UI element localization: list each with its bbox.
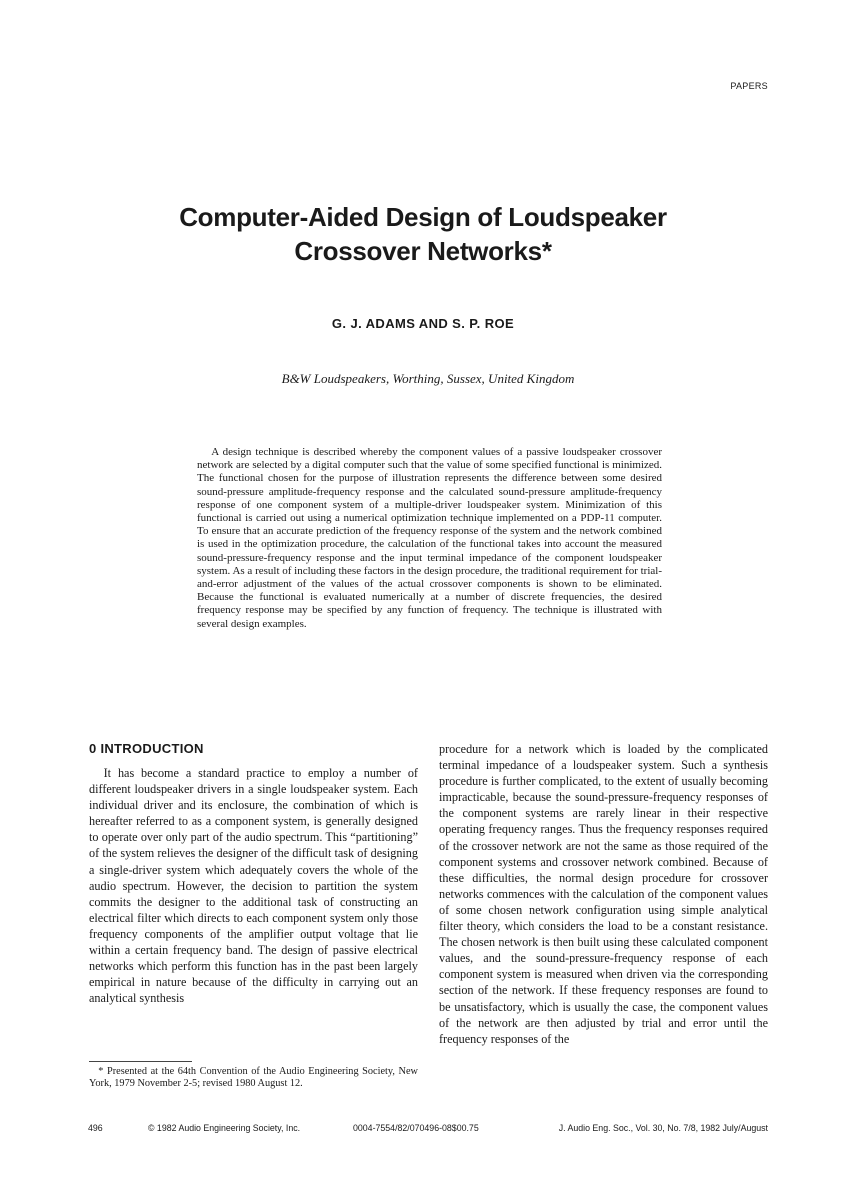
body-column-left [89, 741, 418, 1006]
body-paragraph-left: It has become a standard practice to employ a number of different loudspeaker drivers in a single loudspeaker system. Each individual driver and its enclosure, the combination of which is hereafter referred to as a component system, is generally designed to operate over only part of the audio spectrum. This “partitioning” of the system relieves the designer of the difficult task of designing a single-driver system which adequately covers the whole of the audio spectrum. However, the decision to partition the system commits the designer to the additional task of constructing an electrical filter which directs to each component system only those frequency components of the amplifier output voltage that lie within a certain frequency band. The design of passive electrical networks which perform this function has in the past been largely empirical in nature because of the difficulty in carrying out an analytical synthesis [89, 766, 418, 1006]
paper-title [0, 200, 846, 268]
page-footer [88, 1123, 768, 1137]
affiliation: B&W Loudspeakers, Worthing, Sussex, United Kingdom [281, 371, 575, 386]
footnote [89, 1066, 418, 1090]
section-label: PAPERS [730, 81, 768, 91]
abstract-text: A design technique is described whereby the component values of a passive loudspeaker crossover network are selected by a digital computer such that the value of some specified functional is minimized. The functional chosen for the purpose of illustration represents the difference between some desired sound-pressure amplitude-frequency response and the calculated sound-pressure amplitude-frequency response of one component system of a multiple-driver loudspeaker system. Minimization of this functional is carried out using a numerical optimization technique implemented on a PDP-11 computer. To ensure that an accurate prediction of the frequency response of the system and the network combined is used in the optimization procedure, the calculation of the functional takes into account the measured sound-pressure-frequency response and the input terminal impedance of the component loudspeaker system. As a result of including these factors in the design procedure, the traditional requirement for trial-and-error adjustment of the values of the actual crossover components is shown to be eliminated. Because the functional is evaluated numerically at a number of discrete frequencies, the desired frequency response may be specified by any function of frequency. The technique is illustrated with several design examples. [197, 446, 662, 630]
footnote-divider [89, 1061, 192, 1062]
body-paragraph-right: procedure for a network which is loaded by the complicated terminal impedance of a loudspeaker system. Such a synthesis procedure is further complicated, to the extent of usually becoming impracticable, because the sound-pressure-frequency responses of the component systems are rarely linear in their respective operating frequency ranges. Thus the frequency responses required of the crossover network are not the same as those required of the component systems and crossover network combined. Because of these difficulties, the normal design procedure for crossover networks commences with the calculation of the component values of some chosen network configuration using simple analytical filter theory, which considers the load to be a constant resistance. The chosen network is then built using these calculated component values, and the sound-pressure-frequency response of each component system is measured when driven via the corresponding section of the network. If these frequency responses are found to be unsatisfactory, which is usually the case, the component values of the network are then adjusted by trial and error until the frequency responses of the [439, 742, 768, 1046]
journal-citation: J. Audio Eng. Soc., Vol. 30, No. 7/8, 1982 July/August [558, 1123, 768, 1133]
paper-title-line-1: Computer-Aided Design of Loudspeaker [179, 202, 667, 232]
article-code: 0004-7554/82/070496-08$00.75 [353, 1123, 479, 1133]
authors: G. J. ADAMS AND S. P. ROE [331, 316, 515, 331]
copyright-notice: © 1982 Audio Engineering Society, Inc. [148, 1123, 301, 1133]
section-heading-introduction: 0 INTRODUCTION [89, 741, 204, 756]
body-column-right [439, 741, 768, 1047]
page-number: 496 [88, 1123, 103, 1133]
abstract [197, 446, 662, 631]
paper-title-line-2: Crossover Networks* [294, 236, 552, 266]
footnote-text: * Presented at the 64th Convention of the Audio Engineering Society, New York, 1979 November 2-5; revised 1980 August 12. [89, 1066, 418, 1089]
